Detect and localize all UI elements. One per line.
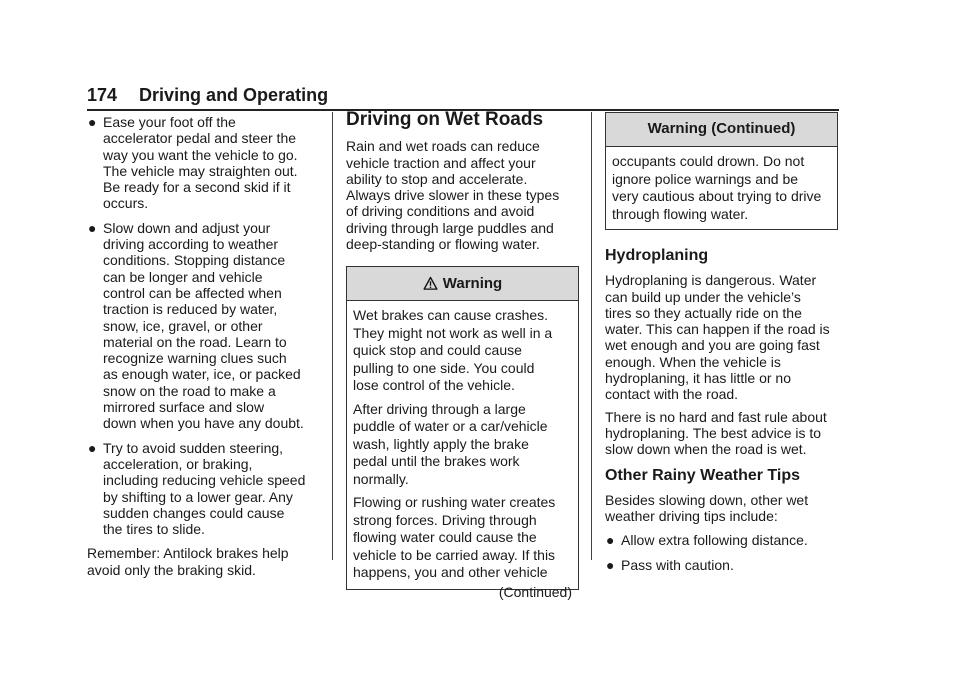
hydroplaning-paragraph-1: Hydroplaning is dangerous. Water can build up under the vehicle’s tires so they actually ride on the water. This can happen if the road is wet enough and you are going fast enough. When the vehicle is hydroplaning, it has little or no contact with the road. [605,272,830,403]
list-item [605,532,838,548]
warning-body [347,301,578,607]
bullet-symbol: ● [88,219,97,236]
closing-paragraph: Remember: Antilock brakes help avoid only the braking skid. [87,545,289,578]
list-item-text: Pass with caution. [621,556,734,573]
section-heading-wet-roads: Driving on Wet Roads [346,109,544,130]
warning-paragraph: Flowing or rushing water creates strong forces. Driving through flowing water could cause the vehicle to be carried away. If this happens, you and other vehicle [353,494,556,581]
column-2 [346,109,579,600]
bullet-symbol: ● [88,439,97,456]
warning-label: Warning [442,274,503,292]
column-3 [605,110,838,573]
list-item [87,440,319,538]
hydroplaning-paragraph-2: There is no hard and fast rule about hydroplaning. The best advice is to slow down when the road is wet. [605,408,827,458]
list-item-text: Slow down and adjust your driving according to weather conditions. Stopping distance can be longer and vehicle control can be affected when traction is reduced by water, snow, ice, gravel, or other material on the road. Learn to recognize warning clues such as enough water, ice, or packed snow on the road to make a mirrored surface and slow down when you have any doubt. [103,219,304,432]
list-item [87,220,319,432]
warning-triangle-icon [423,276,438,291]
bullet-symbol: ● [606,532,615,549]
list-item [605,557,838,573]
continued-label: (Continued) [498,583,572,600]
bullet-symbol: ● [606,556,615,573]
list-item-text: Ease your foot off the accelerator pedal and steer the way you want the vehicle to go. The vehicle may straighten out. Be ready for a second skid if it occurs. [103,114,298,212]
warning-paragraph: After driving through a large puddle of water or a car/vehicle wash, lightly apply the brake pedal until the brakes work normally. [353,400,548,487]
intro-paragraph: Rain and wet roads can reduce vehicle traction and affect your ability to stop and accelerate. Always drive slower in these types of driving conditions and avoid driving through large puddles and deep-standing or flowing water. [346,138,560,253]
section-heading-hydroplaning: Hydroplaning [605,247,709,264]
warning-continued-box [605,112,838,230]
page-number: 174 [87,85,118,105]
column-1 [87,110,319,578]
section-heading-rainy-tips: Other Rainy Weather Tips [605,466,801,484]
warning-continued-text: occupants could drown. Do not ignore police warnings and be very cautious about trying to drive through flowing water. [612,153,822,222]
column-divider-2 [591,112,592,560]
warning-box [346,266,579,600]
warning-header [347,267,578,301]
bullet-symbol: ● [88,114,97,130]
warning-paragraph: Wet brakes can cause crashes. They might not work as well in a quick stop and could cause pulling to one side. You could lose control of the vehicle. [353,307,553,394]
list-item [87,114,319,212]
page-header [87,84,839,111]
column-divider-1 [332,112,333,560]
list-item-text: Allow extra following distance. [621,532,808,549]
list-item-text: Try to avoid sudden steering, acceleration, or braking, including reducing vehicle speed by shifting to a lower gear. Any sudden changes could cause the tires to slide. [103,439,306,538]
warning-continued-header: Warning (Continued) [606,113,837,147]
section-title: Driving and Operating [139,85,329,105]
tips-intro: Besides slowing down, other wet weather driving tips include: [605,491,809,525]
warning-continued-body [606,147,837,229]
